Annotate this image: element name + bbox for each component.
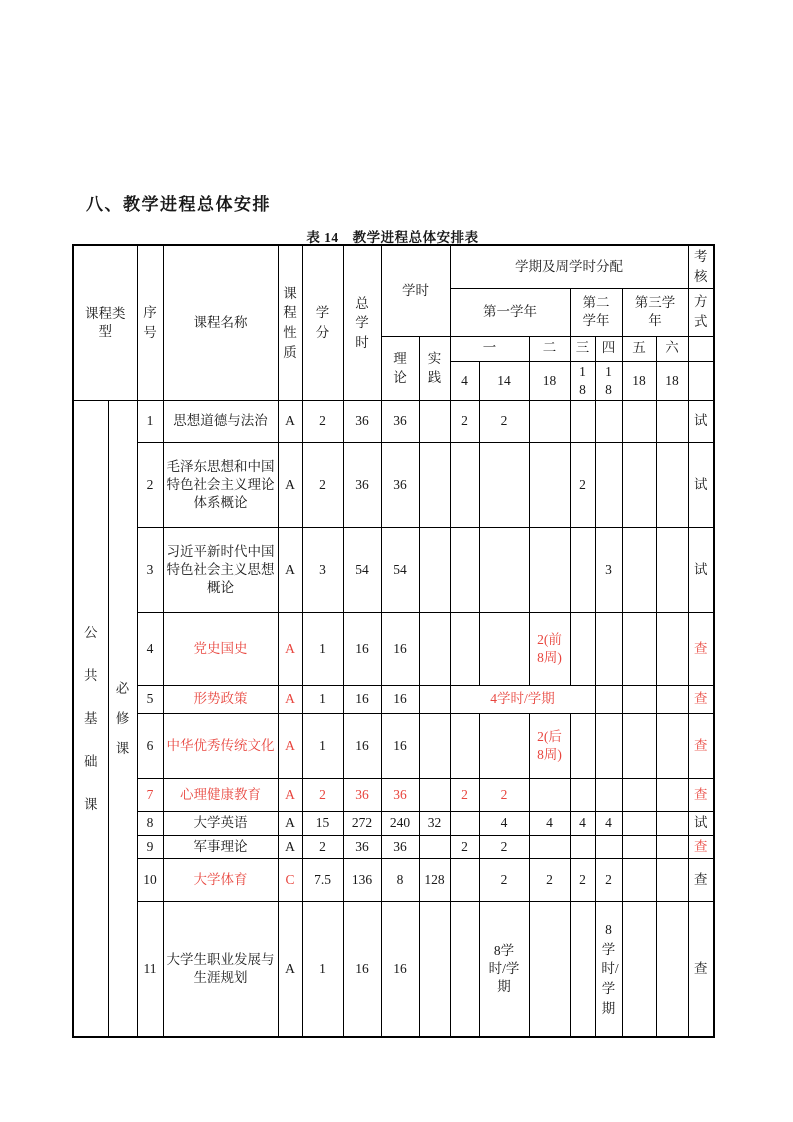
cell-sem3: 2 <box>570 442 595 527</box>
cell-sem3: 2 <box>570 858 595 901</box>
empty-cell <box>656 778 688 811</box>
table-row <box>73 778 714 811</box>
empty-cell <box>450 811 479 835</box>
cell-course-name: 习近平新时代中国特色社会主义思想概论 <box>163 527 278 612</box>
empty-cell <box>529 442 570 527</box>
cell-practice <box>419 400 450 442</box>
cell-nature: A <box>278 442 302 527</box>
header-year1: 第一学年 <box>450 288 570 336</box>
empty-cell <box>622 685 656 713</box>
cell-total-hours: 36 <box>343 778 381 811</box>
cell-theory: 54 <box>381 527 419 612</box>
cell-practice: 32 <box>419 811 450 835</box>
empty-cell <box>595 442 622 527</box>
table-row <box>73 901 714 1037</box>
cell-credits: 2 <box>302 835 343 858</box>
cell-course-category: 公共基础课 <box>73 400 108 1037</box>
cell-practice <box>419 442 450 527</box>
empty-cell <box>656 685 688 713</box>
cell-theory: 16 <box>381 685 419 713</box>
header-theory: 理论 <box>381 336 419 400</box>
cell-credits: 1 <box>302 713 343 778</box>
header-assessment-bottom: 方式 <box>688 288 714 336</box>
empty-cell <box>479 527 529 612</box>
header-weeks-sem3: 18 <box>570 361 595 400</box>
header-total-hours: 总学时 <box>343 245 381 400</box>
empty-cell <box>656 442 688 527</box>
header-course-name: 课程名称 <box>163 245 278 400</box>
empty-cell <box>479 713 529 778</box>
table-caption: 表 14 教学进程总体安排表 <box>306 230 479 245</box>
cell-theory: 16 <box>381 901 419 1037</box>
cell-credits: 1 <box>302 685 343 713</box>
empty-cell <box>529 778 570 811</box>
cell-course-name: 思想道德与法治 <box>163 400 278 442</box>
cell-seq: 10 <box>137 858 163 901</box>
cell-credits: 1 <box>302 901 343 1037</box>
empty-cell <box>622 527 656 612</box>
header-weeks-14: 14 <box>479 361 529 400</box>
table-row <box>73 858 714 901</box>
header-sem-6: 六 <box>656 336 688 361</box>
cell-course-name: 中华优秀传统文化 <box>163 713 278 778</box>
teaching-schedule-table <box>72 244 715 1038</box>
cell-seq: 6 <box>137 713 163 778</box>
cell-seq: 4 <box>137 612 163 685</box>
cell-nature: A <box>278 835 302 858</box>
header-practice: 实践 <box>419 336 450 400</box>
cell-sem4: 8学时/学期 <box>595 901 622 1037</box>
cell-sem3: 4 <box>570 811 595 835</box>
header-weeks-sem5: 18 <box>622 361 656 400</box>
cell-nature: A <box>278 612 302 685</box>
empty-cell <box>622 612 656 685</box>
cell-assessment: 试 <box>688 400 714 442</box>
cell-assessment: 试 <box>688 811 714 835</box>
cell-course-name: 形势政策 <box>163 685 278 713</box>
cell-practice <box>419 612 450 685</box>
header-credits: 学分 <box>302 245 343 400</box>
cell-total-hours: 16 <box>343 901 381 1037</box>
header-sem-3: 三 <box>570 336 595 361</box>
cell-assessment: 查 <box>688 713 714 778</box>
cell-seq: 5 <box>137 685 163 713</box>
empty-cell <box>529 400 570 442</box>
cell-assessment: 试 <box>688 527 714 612</box>
empty-cell <box>450 527 479 612</box>
table-header-row <box>73 245 714 288</box>
empty-cell <box>595 400 622 442</box>
cell-assessment: 查 <box>688 612 714 685</box>
empty-cell <box>595 778 622 811</box>
cell-week14: 2 <box>479 835 529 858</box>
cell-nature: A <box>278 527 302 612</box>
empty-cell <box>622 858 656 901</box>
cell-week14: 2 <box>479 858 529 901</box>
table-row <box>73 442 714 527</box>
empty-cell <box>622 778 656 811</box>
header-year3: 第三学年 <box>622 288 688 336</box>
cell-course-name: 军事理论 <box>163 835 278 858</box>
cell-course-name: 党史国史 <box>163 612 278 685</box>
cell-total-hours: 16 <box>343 713 381 778</box>
header-assessment-top: 考核 <box>688 245 714 288</box>
cell-course-subcategory: 必修课 <box>108 400 137 1037</box>
cell-assessment: 查 <box>688 778 714 811</box>
cell-seq: 7 <box>137 778 163 811</box>
empty-cell <box>450 858 479 901</box>
empty-cell <box>479 442 529 527</box>
header-year2: 第二学年 <box>570 288 622 336</box>
cell-practice: 128 <box>419 858 450 901</box>
cell-nature: A <box>278 811 302 835</box>
header-course-nature: 课程性质 <box>278 245 302 400</box>
cell-sem1-to-sem3-merged: 4学时/学期 <box>450 685 595 713</box>
cell-week14: 4 <box>479 811 529 835</box>
empty-cell <box>656 811 688 835</box>
empty-cell <box>570 778 595 811</box>
header-sem-1: 一 <box>450 336 529 361</box>
cell-practice <box>419 713 450 778</box>
cell-nature: A <box>278 713 302 778</box>
cell-course-name: 大学体育 <box>163 858 278 901</box>
cell-total-hours: 54 <box>343 527 381 612</box>
empty-cell <box>656 527 688 612</box>
cell-practice <box>419 901 450 1037</box>
empty-cell <box>529 901 570 1037</box>
table-row <box>73 685 714 713</box>
cell-theory: 36 <box>381 778 419 811</box>
cell-credits: 2 <box>302 442 343 527</box>
cell-sem2: 2(前8周) <box>529 612 570 685</box>
cell-theory: 16 <box>381 612 419 685</box>
cell-seq: 9 <box>137 835 163 858</box>
header-hours: 学时 <box>381 245 450 336</box>
header-weeks-sem2: 18 <box>529 361 570 400</box>
cell-nature: A <box>278 400 302 442</box>
cell-nature: C <box>278 858 302 901</box>
table-row <box>73 835 714 858</box>
empty-cell <box>656 612 688 685</box>
empty-cell <box>656 835 688 858</box>
header-sem-4: 四 <box>595 336 622 361</box>
cell-sem4: 4 <box>595 811 622 835</box>
cell-sem2: 2(后8周) <box>529 713 570 778</box>
cell-total-hours: 36 <box>343 400 381 442</box>
cell-credits: 1 <box>302 612 343 685</box>
cell-practice <box>419 835 450 858</box>
header-weeks-sem4: 18 <box>595 361 622 400</box>
empty-cell <box>595 713 622 778</box>
cell-nature: A <box>278 778 302 811</box>
cell-week4: 2 <box>450 400 479 442</box>
empty-cell <box>622 400 656 442</box>
empty-cell <box>595 685 622 713</box>
cell-sem4: 3 <box>595 527 622 612</box>
cell-week14: 2 <box>479 400 529 442</box>
table-row <box>73 612 714 685</box>
cell-credits: 3 <box>302 527 343 612</box>
header-sem-2: 二 <box>529 336 570 361</box>
cell-practice <box>419 778 450 811</box>
cell-total-hours: 36 <box>343 442 381 527</box>
empty-cell <box>529 835 570 858</box>
empty-cell <box>595 835 622 858</box>
cell-nature: A <box>278 685 302 713</box>
cell-seq: 1 <box>137 400 163 442</box>
cell-theory: 36 <box>381 442 419 527</box>
empty-cell <box>622 835 656 858</box>
empty-cell <box>622 811 656 835</box>
cell-total-hours: 36 <box>343 835 381 858</box>
cell-sem2: 4 <box>529 811 570 835</box>
empty-cell <box>656 858 688 901</box>
cell-seq: 11 <box>137 901 163 1037</box>
cell-credits: 7.5 <box>302 858 343 901</box>
cell-credits: 15 <box>302 811 343 835</box>
cell-total-hours: 136 <box>343 858 381 901</box>
empty-cell <box>622 901 656 1037</box>
empty-cell <box>570 612 595 685</box>
cell-week4: 2 <box>450 778 479 811</box>
header-allocation: 学期及周学时分配 <box>450 245 688 288</box>
header-course-type: 课程类型 <box>73 245 137 400</box>
cell-assessment: 查 <box>688 901 714 1037</box>
cell-seq: 3 <box>137 527 163 612</box>
empty-cell <box>529 527 570 612</box>
table-row <box>73 713 714 778</box>
empty-cell <box>622 713 656 778</box>
empty-cell <box>570 527 595 612</box>
empty-cell <box>570 901 595 1037</box>
empty-cell <box>450 713 479 778</box>
empty-cell <box>450 612 479 685</box>
cell-practice <box>419 685 450 713</box>
cell-total-hours: 272 <box>343 811 381 835</box>
cell-sem4: 2 <box>595 858 622 901</box>
cell-total-hours: 16 <box>343 685 381 713</box>
cell-practice <box>419 527 450 612</box>
empty-cell <box>570 400 595 442</box>
empty-cell <box>570 835 595 858</box>
cell-theory: 240 <box>381 811 419 835</box>
empty-cell <box>595 612 622 685</box>
cell-seq: 8 <box>137 811 163 835</box>
cell-course-name: 心理健康教育 <box>163 778 278 811</box>
cell-theory: 36 <box>381 835 419 858</box>
cell-assessment: 试 <box>688 442 714 527</box>
header-sem-5: 五 <box>622 336 656 361</box>
table-row <box>73 400 714 442</box>
empty-cell <box>656 713 688 778</box>
cell-course-name: 毛泽东思想和中国特色社会主义理论体系概论 <box>163 442 278 527</box>
cell-week14: 8学时/学期 <box>479 901 529 1037</box>
cell-assessment: 查 <box>688 835 714 858</box>
table-row <box>73 527 714 612</box>
cell-course-name: 大学英语 <box>163 811 278 835</box>
header-weeks-4: 4 <box>450 361 479 400</box>
empty-cell <box>622 442 656 527</box>
cell-total-hours: 16 <box>343 612 381 685</box>
empty-cell <box>688 361 714 400</box>
cell-theory: 16 <box>381 713 419 778</box>
cell-sem2: 2 <box>529 858 570 901</box>
cell-theory: 8 <box>381 858 419 901</box>
cell-course-name: 大学生职业发展与生涯规划 <box>163 901 278 1037</box>
cell-week14: 2 <box>479 778 529 811</box>
empty-cell <box>450 901 479 1037</box>
cell-credits: 2 <box>302 400 343 442</box>
cell-assessment: 查 <box>688 858 714 901</box>
cell-theory: 36 <box>381 400 419 442</box>
header-seq-no: 序号 <box>137 245 163 400</box>
cell-week4: 2 <box>450 835 479 858</box>
table-row <box>73 811 714 835</box>
empty-cell <box>450 442 479 527</box>
section-title: 八、教学进程总体安排 <box>86 195 271 214</box>
cell-credits: 2 <box>302 778 343 811</box>
empty-cell <box>656 901 688 1037</box>
empty-cell <box>688 336 714 361</box>
cell-seq: 2 <box>137 442 163 527</box>
empty-cell <box>570 713 595 778</box>
header-weeks-sem6: 18 <box>656 361 688 400</box>
cell-assessment: 查 <box>688 685 714 713</box>
empty-cell <box>479 612 529 685</box>
empty-cell <box>656 400 688 442</box>
cell-nature: A <box>278 901 302 1037</box>
